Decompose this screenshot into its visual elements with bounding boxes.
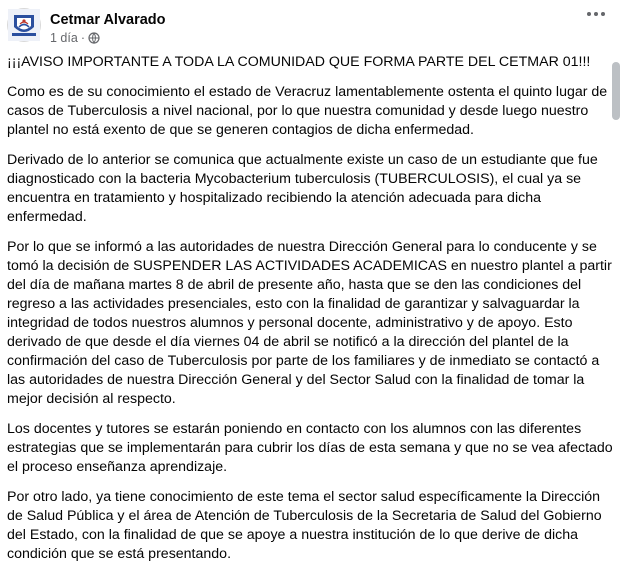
author-name[interactable]: Cetmar Alvarado bbox=[50, 12, 166, 28]
separator-dot: · bbox=[80, 31, 85, 45]
post-paragraph: Por lo que se informó a las autoridades de nuestra Dirección General para lo conducente y se tomó la decisión de SUSPENDER LAS ACTIVIDADES ACADEMICAS en nuestro plantel a partir del día de mañana martes 8 de abril de presente año, hasta que se den las condiciones del regreso a las actividades presenciales, esto con la finalidad de garantizar y salvaguardar la integridad de todos nuestros alumnos y personal docente, administrativo y de apoyo. Esto derivado de que desde el día viernes 04 de abril se notificó a la dirección del plantel de la confirmación del caso de Tuberculosis por parte de los familiares y de inmediato se contactó a las autoridades de nuestra Dirección General y del Sector Salud con la finalidad de tomar la mejor decisión al respecto. bbox=[7, 239, 612, 407]
post-meta bbox=[50, 11, 166, 46]
post-header bbox=[7, 8, 166, 46]
post-body bbox=[7, 53, 613, 575]
school-logo-icon bbox=[8, 9, 40, 41]
post-paragraph: Derivado de lo anterior se comunica que actualmente existe un caso de un estudiante que fue diagnosticado con la bacteria Mycobacterium tuberculosis (TUBERCULOSIS), el cual ya se encuentra en tratamiento y hospitalizado recibiendo la atención adecuada para dicha enfermedad. bbox=[7, 152, 598, 225]
post-paragraph: Como es de su conocimiento el estado de Veracruz lamentablemente ostenta el quinto lugar de casos de Tuberculosis a nivel nacional, por lo que nuestra comunidad y desde luego nuestro plantel no está exento de que se generen contagios de dicha enfermedad. bbox=[7, 84, 608, 138]
more-options-icon[interactable] bbox=[582, 2, 610, 26]
globe-icon bbox=[88, 32, 100, 44]
post-paragraph: Por otro lado, ya tiene conocimiento de este tema el sector salud específicamente la Dirección de Salud Pública y el área de Atención de Tuberculosis de la Secretaria de Salud del Gobierno del Estado, con la finalidad de que se apoye a nuestra institución de lo que derive de dicha condición que se está presentando. bbox=[7, 489, 602, 562]
post-subline bbox=[50, 30, 166, 46]
post-timestamp[interactable]: 1 día bbox=[50, 31, 78, 45]
post-paragraph: Los docentes y tutores se estarán poniendo en contacto con los alumnos con las diferentes estrategias que se implementarán para cubrir los días de esta semana y que no se vea afectado el proceso enseñanza aprendizaje. bbox=[7, 421, 613, 475]
avatar[interactable] bbox=[7, 8, 41, 42]
scrollbar[interactable] bbox=[612, 62, 620, 120]
post-paragraph: ¡¡¡AVISO IMPORTANTE A TODA LA COMUNIDAD QUE FORMA PARTE DEL CETMAR 01!!! bbox=[7, 54, 591, 70]
